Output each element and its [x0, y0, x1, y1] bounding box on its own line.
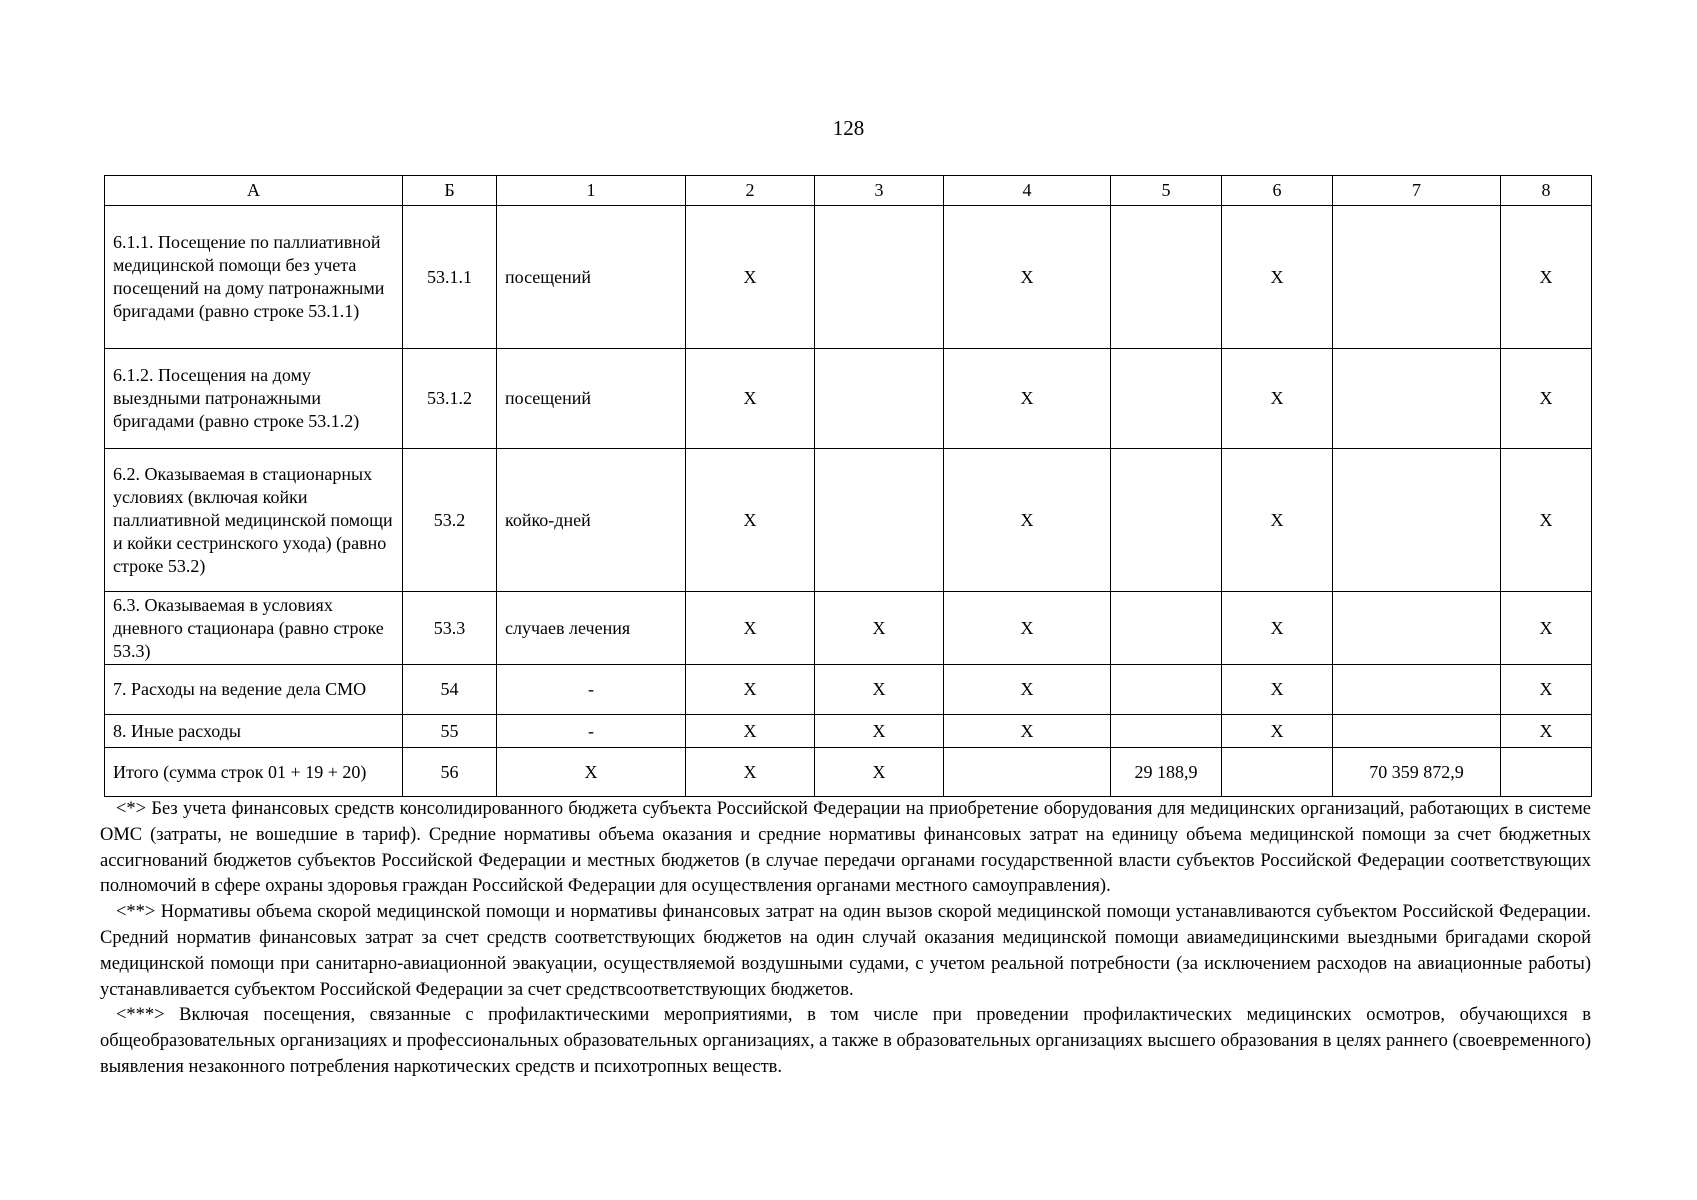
table-cell: X: [815, 592, 944, 665]
table-cell: X: [944, 715, 1111, 748]
table-cell: койко-дней: [497, 449, 686, 592]
page-number: 128: [832, 116, 865, 140]
table-cell: [815, 206, 944, 349]
table-cell: X: [686, 449, 815, 592]
table-cell: X: [1222, 665, 1333, 715]
footnotes: [100, 797, 1591, 1081]
column-header: 2: [686, 176, 815, 206]
footnote: <**> Нормативы объема скорой медицинской помощи и нормативы финансовых затрат на один вызов скорой медицинской помощи устанавливаются субъектом Российской Федерации. Средний норматив финансовых затрат за счет средств соответствующих бюджетов на один случай оказания медицинской помощи авиамедицинскими выездными бригадами скорой медицинской помощи при санитарно-авиационной эвакуации, осуществляемой воздушными судами, с учетом реальной потребности (за исключением расходов на авиационные работы) устанавливается субъектом Российской Федерации за счет средствсоответствующих бюджетов.: [100, 902, 1591, 1000]
data-table: [104, 175, 1592, 797]
row-name: Итого (сумма строк 01 + 19 + 20): [105, 748, 403, 797]
table-cell: 70 359 872,9: [1333, 748, 1501, 797]
table-row: [105, 449, 1592, 592]
table-cell: X: [1222, 715, 1333, 748]
table-cell: [1111, 349, 1222, 449]
table-cell: X: [1222, 349, 1333, 449]
row-name: 7. Расходы на ведение дела СМО: [105, 665, 403, 715]
table-cell: X: [1501, 665, 1592, 715]
table-cell: X: [1501, 715, 1592, 748]
table-cell: X: [686, 665, 815, 715]
table-row: [105, 715, 1592, 748]
table-cell: X: [1501, 206, 1592, 349]
table-cell: X: [944, 665, 1111, 715]
table-cell: X: [815, 665, 944, 715]
table-cell: X: [815, 715, 944, 748]
table-cell: [944, 748, 1111, 797]
footnote: <***> Включая посещения, связанные с профилактическими мероприятиями, в том числе при проведении профилактических медицинских осмотров, обучающихся в общеобразовательных организациях и профессиональных образовательных организациях, а также в образовательных организациях высшего образования в целях раннего (своевременного) выявления незаконного потребления наркотических средств и психотропных веществ.: [100, 1005, 1591, 1077]
column-header: 3: [815, 176, 944, 206]
table-cell: [1111, 206, 1222, 349]
column-header: 5: [1111, 176, 1222, 206]
table-header-row: [105, 176, 1592, 206]
table-cell: [815, 349, 944, 449]
table-cell: X: [686, 206, 815, 349]
table-cell: [1111, 715, 1222, 748]
table-cell: -: [497, 665, 686, 715]
row-code: 54: [403, 665, 497, 715]
table-cell: X: [497, 748, 686, 797]
row-name: 6.3. Оказываемая в условиях дневного стационара (равно строке 53.3): [105, 592, 403, 665]
row-name: 8. Иные расходы: [105, 715, 403, 748]
row-name: 6.2. Оказываемая в стационарных условиях (включая койки паллиативной медицинской помощи и койки сестринского ухода) (равно строке 53.2): [105, 449, 403, 592]
table-cell: посещений: [497, 349, 686, 449]
table-cell: X: [686, 715, 815, 748]
table-cell: [1111, 449, 1222, 592]
table-cell: 29 188,9: [1111, 748, 1222, 797]
column-header: 1: [497, 176, 686, 206]
table-cell: X: [686, 592, 815, 665]
table-row: [105, 592, 1592, 665]
table-cell: [815, 449, 944, 592]
row-code: 55: [403, 715, 497, 748]
row-code: 56: [403, 748, 497, 797]
column-header: 7: [1333, 176, 1501, 206]
column-header: 6: [1222, 176, 1333, 206]
table-cell: [1333, 715, 1501, 748]
table-cell: [1333, 349, 1501, 449]
table-cell: [1501, 748, 1592, 797]
table-cell: [1333, 592, 1501, 665]
table-cell: X: [1501, 349, 1592, 449]
table-row: [105, 665, 1592, 715]
table-cell: X: [1222, 592, 1333, 665]
column-header: 8: [1501, 176, 1592, 206]
row-name: 6.1.1. Посещение по паллиативной медицинской помощи без учета посещений на дому патронажными бригадами (равно строке 53.1.1): [105, 206, 403, 349]
row-code: 53.1.1: [403, 206, 497, 349]
table-cell: [1111, 665, 1222, 715]
table-cell: X: [1222, 206, 1333, 349]
table-cell: -: [497, 715, 686, 748]
table-cell: X: [686, 748, 815, 797]
table-cell: [1333, 449, 1501, 592]
table-cell: X: [944, 349, 1111, 449]
table-cell: X: [1501, 592, 1592, 665]
table-cell: X: [944, 592, 1111, 665]
table-cell: X: [686, 349, 815, 449]
table-cell: [1333, 206, 1501, 349]
table-cell: X: [815, 748, 944, 797]
table-cell: X: [944, 449, 1111, 592]
table-cell: случаев лечения: [497, 592, 686, 665]
row-code: 53.3: [403, 592, 497, 665]
table-cell: X: [944, 206, 1111, 349]
table-cell: [1111, 592, 1222, 665]
table-cell: X: [1501, 449, 1592, 592]
table-cell: посещений: [497, 206, 686, 349]
table-row: [105, 349, 1592, 449]
row-code: 53.2: [403, 449, 497, 592]
table-row-total: [105, 748, 1592, 797]
footnote: <*> Без учета финансовых средств консолидированного бюджета субъекта Российской Федерации на приобретение оборудования для медицинских организаций, работающих в системе ОМС (затраты, не вошедшие в тариф). Средние нормативы объема оказания и средние нормативы финансовых затрат на единицу объема медицинской помощи за счет бюджетных ассигнований бюджетов субъектов Российской Федерации и местных бюджетов (в случае передачи органами государственной власти субъектов Российской Федерации соответствующих полномочий в сфере охраны здоровья граждан Российской Федерации для осуществления органами местного самоуправления).: [100, 799, 1591, 897]
row-code: 53.1.2: [403, 349, 497, 449]
row-name: 6.1.2. Посещения на дому выездными патронажными бригадами (равно строке 53.1.2): [105, 349, 403, 449]
table-cell: [1333, 665, 1501, 715]
column-header: Б: [403, 176, 497, 206]
table-row: [105, 206, 1592, 349]
table-cell: X: [1222, 449, 1333, 592]
column-header: 4: [944, 176, 1111, 206]
table-cell: [1222, 748, 1333, 797]
column-header: А: [105, 176, 403, 206]
